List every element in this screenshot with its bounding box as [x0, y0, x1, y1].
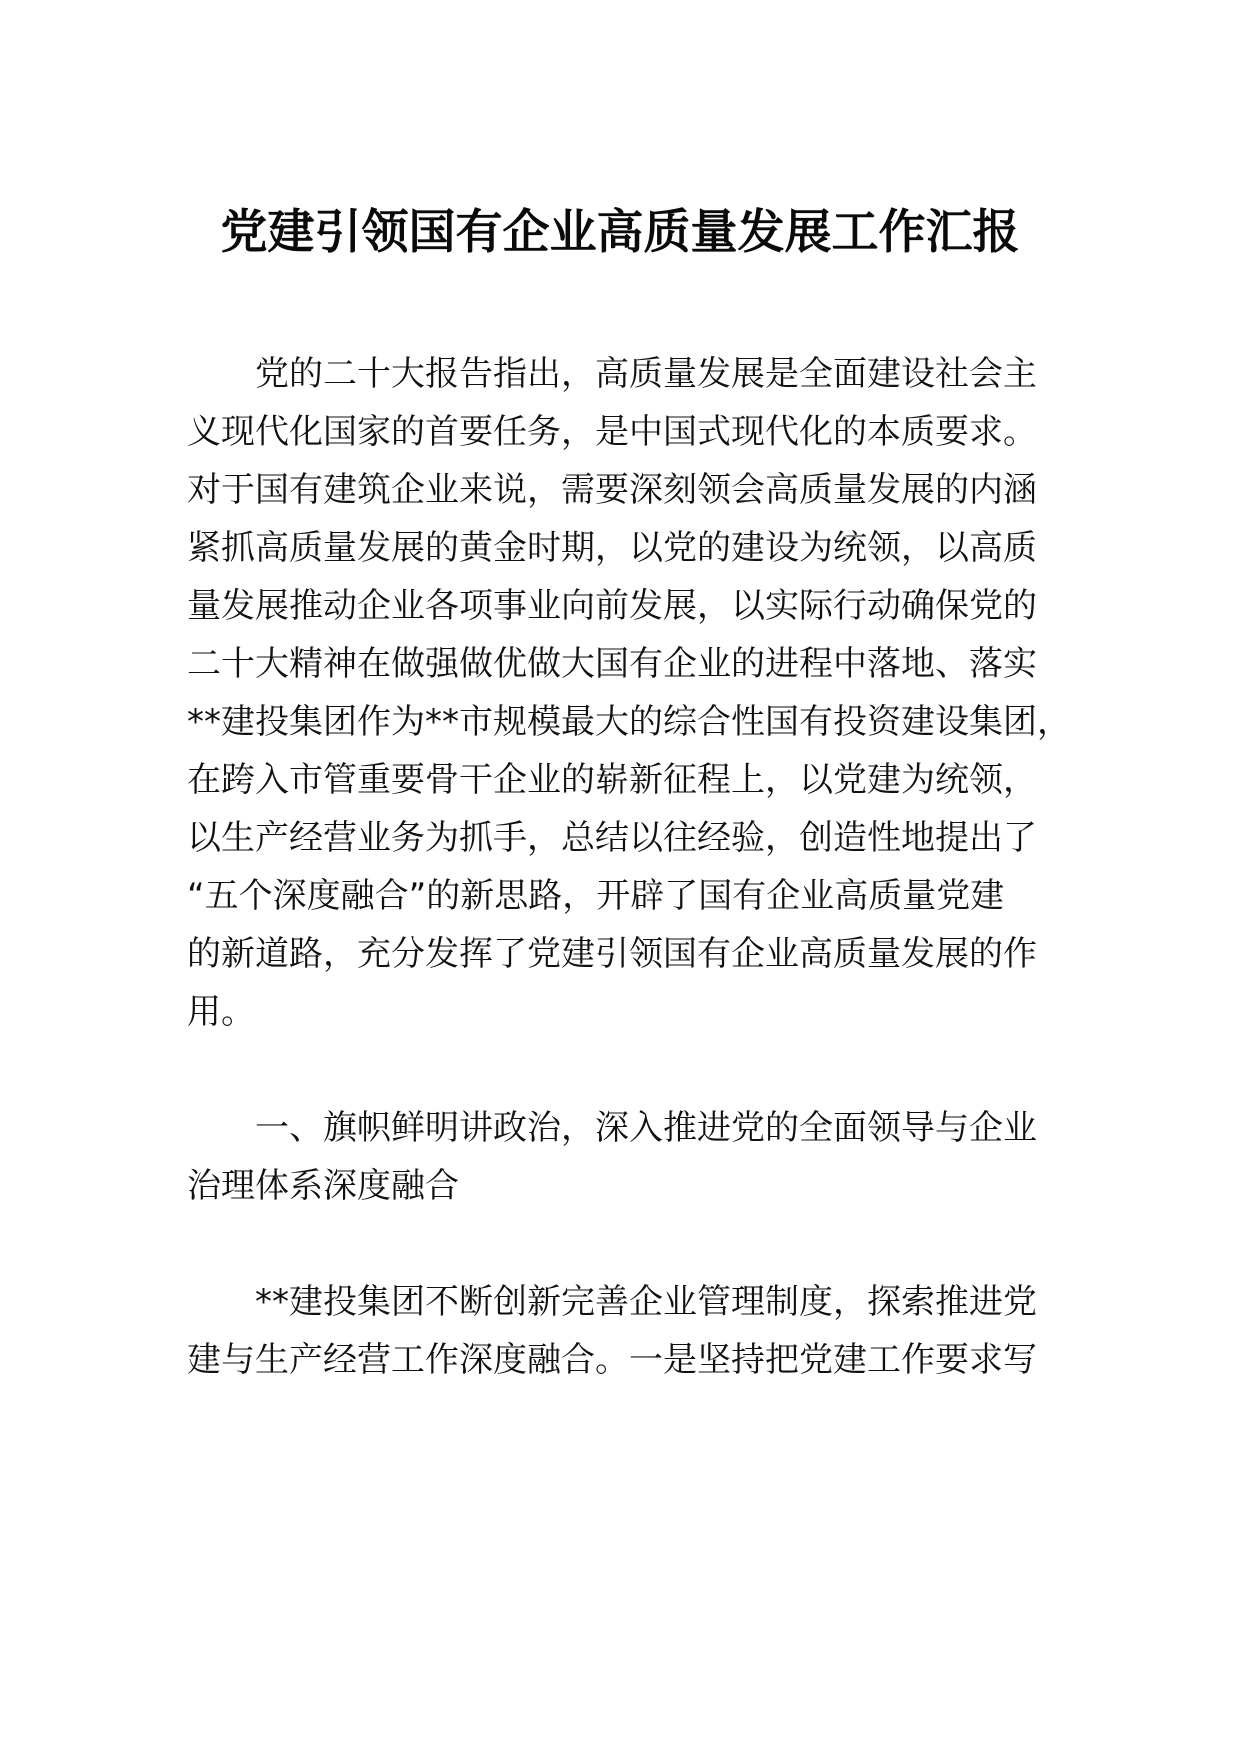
- paragraph-1-line-5: 量发展推动企业各项事业向前发展，以实际行动确保党的: [187, 586, 1037, 626]
- document-title: 党建引领国有企业高质量发展工作汇报: [220, 205, 1020, 260]
- paragraph-1-line-1: 党的二十大报告指出，高质量发展是全面建设社会主: [255, 354, 1037, 394]
- paragraph-1-line-6: 二十大精神在做强做优做大国有企业的进程中落地、落实: [187, 644, 1037, 684]
- paragraph-1-line-2: 义现代化国家的首要任务，是中国式现代化的本质要求。: [187, 412, 1037, 452]
- paragraph-1-line-10: “五个深度融合”的新思路，开辟了国有企业高质量党建: [187, 876, 1005, 916]
- section-heading-line-1: 一、旗帜鲜明讲政治，深入推进党的全面领导与企业: [255, 1108, 1037, 1148]
- paragraph-1-line-3: 对于国有建筑企业来说，需要深刻领会高质量发展的内涵: [187, 470, 1037, 510]
- paragraph-3-line-1: **建投集团不断创新完善企业管理制度，探索推进党: [255, 1282, 1037, 1322]
- paragraph-3-line-2: 建与生产经营工作深度融合。一是坚持把党建工作要求写: [187, 1340, 1037, 1380]
- paragraph-1-line-8: 在跨入市管重要骨干企业的崭新征程上，以党建为统领，: [187, 760, 1037, 800]
- paragraph-1-line-12: 用。: [187, 992, 255, 1032]
- paragraph-1-line-11: 的新道路，充分发挥了党建引领国有企业高质量发展的作: [187, 934, 1037, 974]
- section-heading-line-2: 治理体系深度融合: [187, 1166, 459, 1206]
- paragraph-1-line-7: **建投集团作为**市规模最大的综合性国有投资建设集团，: [187, 702, 1071, 742]
- paragraph-1-line-9: 以生产经营业务为抓手，总结以往经验，创造性地提出了: [187, 818, 1037, 858]
- paragraph-1-line-4: 紧抓高质量发展的黄金时期，以党的建设为统领，以高质: [187, 528, 1037, 568]
